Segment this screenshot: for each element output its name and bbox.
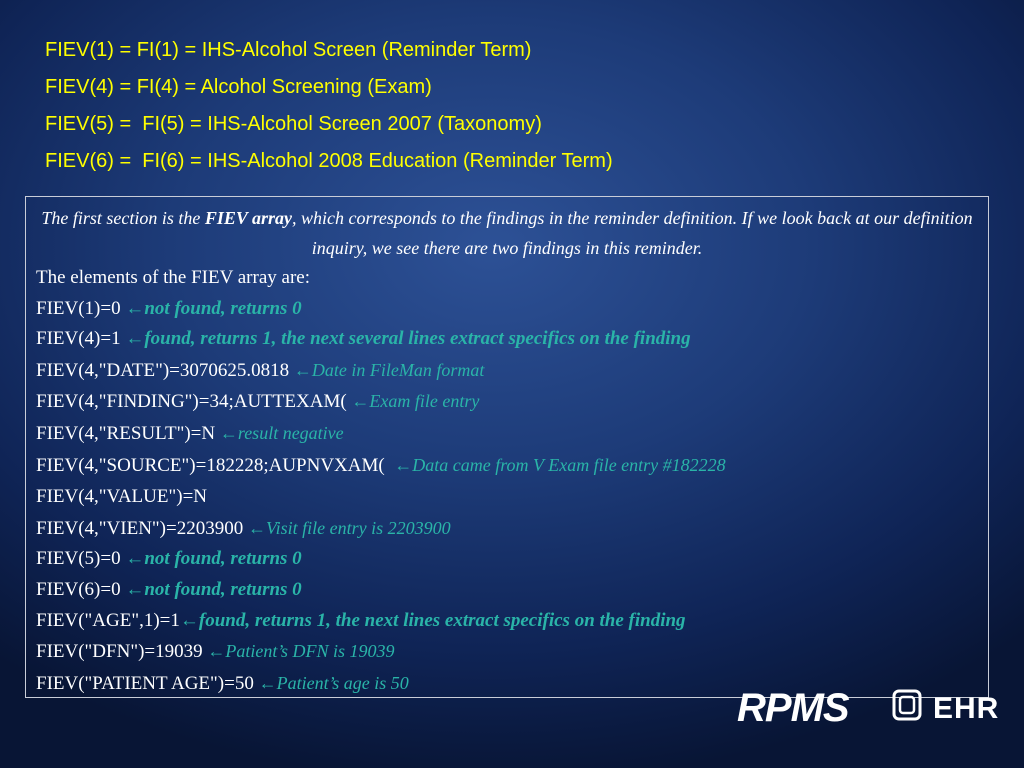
intro-text-start: The first section is the [41, 208, 205, 228]
fiev-element-annotation: ←not found, returns 0 [125, 578, 302, 600]
header-line-3: FIEV(5) = FI(5) = IHS-Alcohol Screen 2007 (Taxonomy) [45, 113, 542, 135]
fiev-element-code: FIEV(4,"RESULT")=N [36, 422, 220, 444]
fiev-element-code: FIEV(4)=1 [36, 328, 126, 350]
fiev-element-row [36, 513, 978, 545]
fiev-element-annotation: ←not found, returns 0 [125, 548, 302, 570]
fiev-element-annotation: ←Data came from V Exam file entry #182228 [394, 454, 726, 475]
fiev-element-code: FIEV(4,"DATE")=3070625.0818 [36, 359, 294, 381]
fiev-element-list [36, 294, 978, 698]
fiev-element-annotation: ←found, returns 1, the next lines extract specifics on the finding [179, 609, 686, 631]
fiev-element-row [36, 481, 978, 513]
fiev-element-code: FIEV(4,"VIEN")=2203900 [36, 517, 248, 539]
fiev-element-code: FIEV(1)=0 [36, 297, 126, 319]
fiev-element-annotation: ←not found, returns 0 [125, 297, 302, 319]
header-line-2: FIEV(4) = FI(4) = Alcohol Screening (Exam) [45, 76, 432, 98]
fiev-element-code: FIEV("AGE",1)=1 [36, 609, 180, 631]
fiev-element-annotation: ←Visit file entry is 2203900 [247, 517, 451, 538]
elements-heading: The elements of the FIEV array are: [36, 267, 310, 288]
intro-text-end: , which corresponds to the findings in the reminder definition. If we look back at our definition inquiry, we see there are two findings in this reminder. [292, 208, 973, 258]
header-line-1: FIEV(1) = FI(1) = IHS-Alcohol Screen (Reminder Term) [45, 39, 532, 61]
fiev-element-code: FIEV("PATIENT AGE")=50 [36, 672, 259, 694]
fiev-element-annotation: ←Date in FileMan format [293, 359, 485, 380]
fiev-element-code: FIEV(4,"SOURCE")=182228;AUPNVXAM( [36, 454, 395, 476]
fiev-element-row [36, 544, 978, 575]
fiev-element-annotation: ←Exam file entry [351, 391, 480, 412]
fiev-element-code: FIEV("DFN")=19039 [36, 641, 208, 663]
header-line-4: FIEV(6) = FI(6) = IHS-Alcohol 2008 Education (Reminder Term) [45, 150, 613, 172]
fiev-element-row [36, 636, 978, 668]
fiev-element-code: FIEV(4,"FINDING")=34;AUTTEXAM( [36, 391, 352, 413]
fiev-element-annotation: ←Patient’s DFN is 19039 [207, 641, 395, 662]
fiev-element-annotation: ←found, returns 1, the next several lines extract specifics on the finding [125, 328, 691, 350]
fiev-element-row [36, 450, 978, 482]
intro-paragraph [36, 203, 978, 263]
header-lines [45, 32, 1005, 180]
fiev-element-annotation: ←Patient’s age is 50 [258, 672, 409, 693]
fiev-element-row [36, 575, 978, 606]
fiev-array-explanation-box [25, 196, 989, 698]
fiev-element-row [36, 294, 978, 325]
fiev-element-row [36, 355, 978, 387]
intro-bold-term: FIEV array [204, 208, 293, 228]
logo-frame-icon [892, 689, 924, 723]
fiev-element-row [36, 606, 978, 637]
logo-suffix: EHR [933, 692, 1000, 725]
fiev-element-row [36, 418, 978, 450]
fiev-element-code: FIEV(5)=0 [36, 548, 126, 570]
logo-wordmark: RPMS [737, 686, 849, 730]
rpms-ehr-logo [737, 683, 1000, 733]
fiev-element-row [36, 386, 978, 418]
fiev-element-code: FIEV(4,"VALUE")=N [36, 486, 207, 508]
fiev-element-annotation: ←result negative [219, 422, 344, 443]
fiev-element-code: FIEV(6)=0 [36, 578, 126, 600]
fiev-element-row [36, 324, 978, 355]
